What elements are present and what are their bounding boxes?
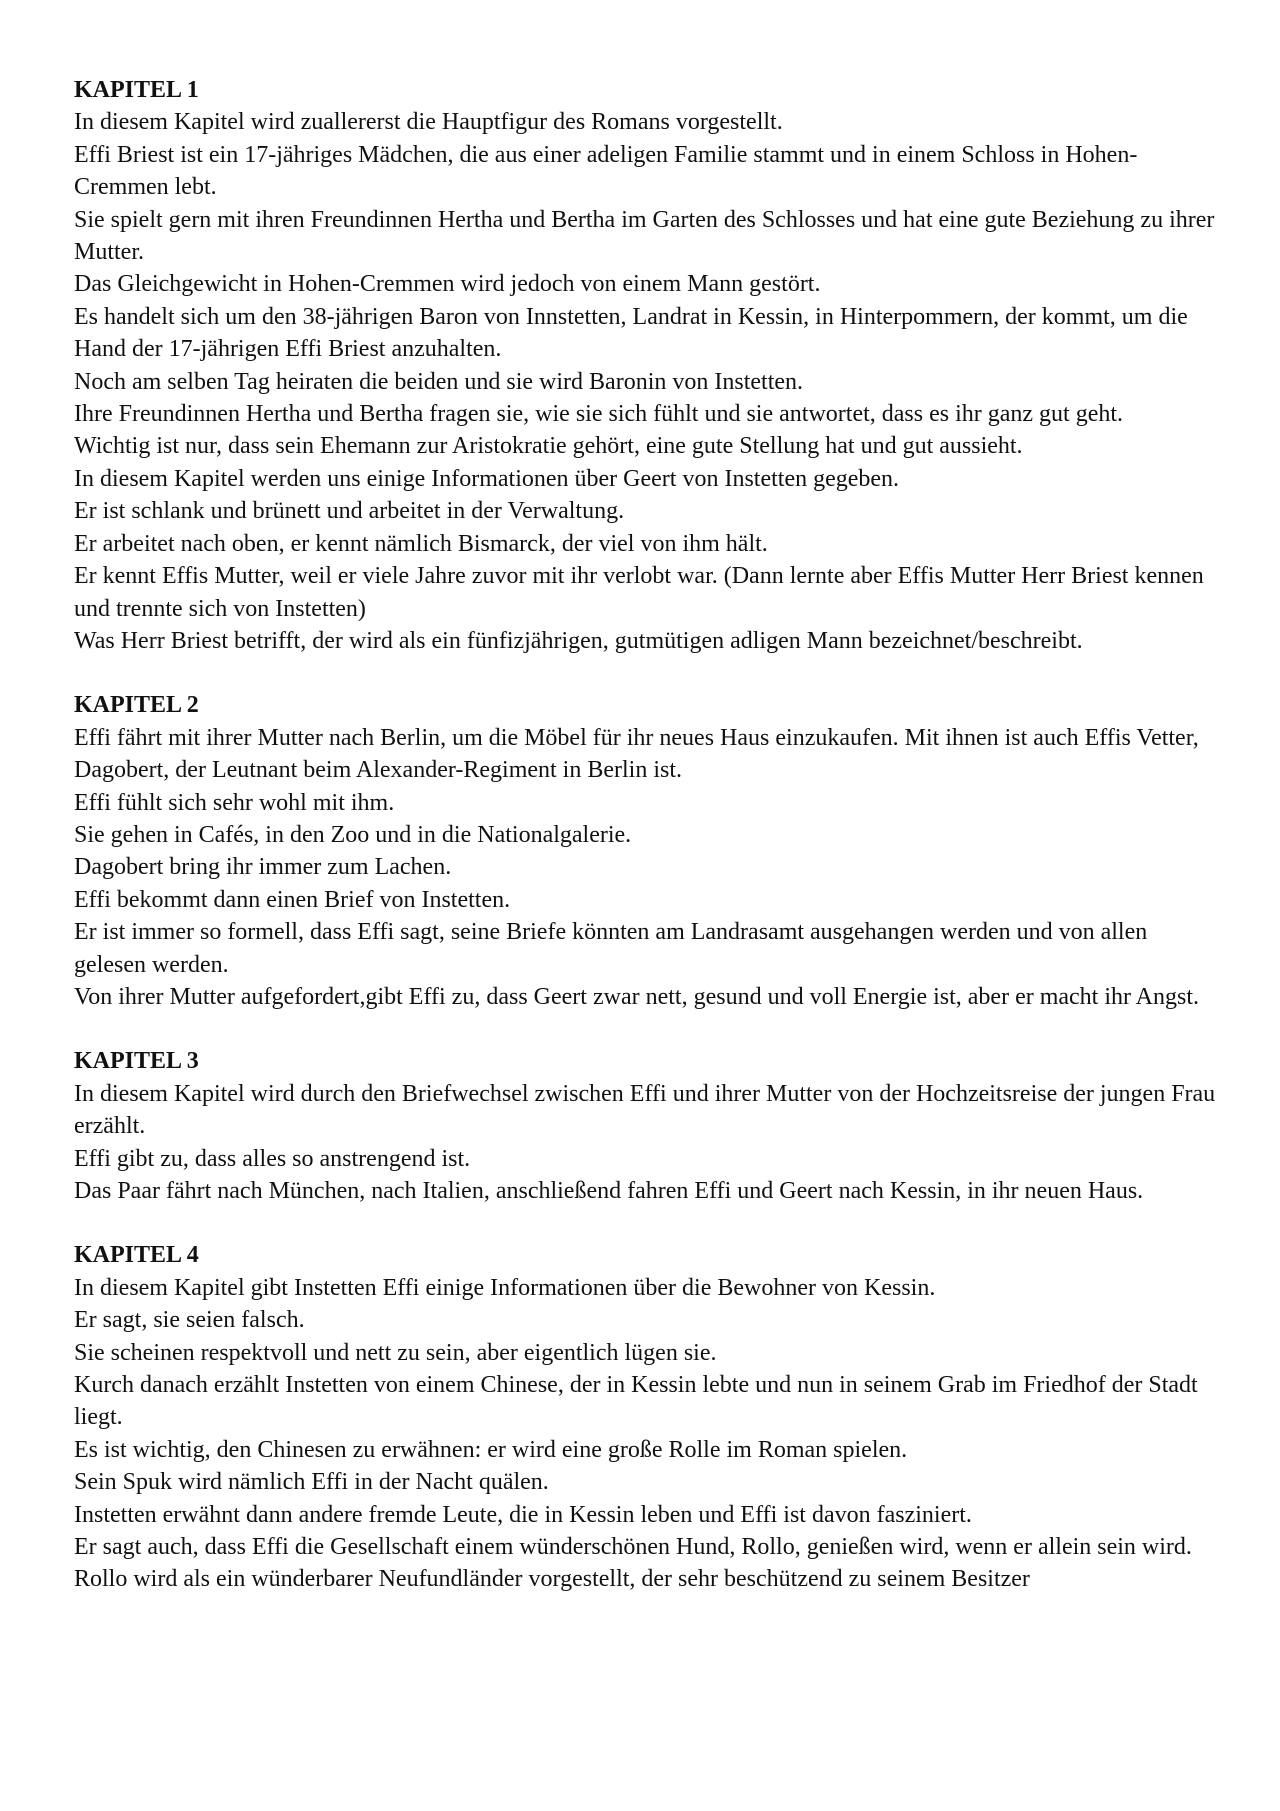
paragraph: Effi fährt mit ihrer Mutter nach Berlin, um die Möbel für ihr neues Haus einzukaufen. Mit ihnen ist auch Effis Vetter, Dagobert, der Leutnant beim Alexander-Regiment in Berlin ist.: [74, 724, 1199, 784]
paragraph: Instetten erwähnt dann andere fremde Leute, die in Kessin leben und Effi ist davon fasziniert.: [74, 1501, 972, 1528]
paragraph: In diesem Kapitel wird durch den Briefwechsel zwischen Effi und ihrer Mutter von der Hochzeitsreise der jungen Frau erzählt.: [74, 1080, 1216, 1140]
chapter-title: KAPITEL 4: [74, 1242, 199, 1269]
paragraph: Sie spielt gern mit ihren Freundinnen Hertha und Bertha im Garten des Schlosses und hat eine gute Beziehung zu ihrer Mutter.: [74, 206, 1215, 266]
paragraph: Effi Briest ist ein 17-jähriges Mädchen, die aus einer adeligen Familie stammt und in einem Schloss in Hohen-Cremmen lebt.: [74, 141, 1138, 201]
paragraph: Effi fühlt sich sehr wohl mit ihm.: [74, 789, 395, 816]
paragraph: In diesem Kapitel wird zuallererst die Hauptfigur des Romans vorgestellt.: [74, 109, 783, 136]
paragraph: Was Herr Briest betrifft, der wird als ein fünfizjährigen, gutmütigen adligen Mann bezeichnet/beschreibt.: [74, 627, 1083, 654]
chapter-title: KAPITEL 1: [74, 77, 199, 103]
paragraph: Er ist schlank und brünett und arbeitet in der Verwaltung.: [74, 498, 625, 525]
chapter-4: [74, 1239, 1224, 1595]
paragraph: Wichtig ist nur, dass sein Ehemann zur Aristokratie gehört, eine gute Stellung hat und gut aussieht.: [74, 433, 1023, 460]
chapter-title: KAPITEL 3: [74, 1048, 199, 1075]
chapter-1: [74, 74, 1224, 657]
paragraph: Kurch danach erzählt Instetten von einem Chinese, der in Kessin lebte und nun in seinem Grab im Friedhof der Stadt liegt.: [74, 1372, 1198, 1431]
chapter-3: [74, 1045, 1224, 1207]
paragraph: Er kennt Effis Mutter, weil er viele Jahre zuvor mit ihr verlobt war. (Dann lernte aber Effis Mutter Herr Briest kennen und trennte sich von Instetten): [74, 563, 1204, 622]
paragraph: Sie gehen in Cafés, in den Zoo und in die Nationalgalerie.: [74, 821, 632, 848]
paragraph: Das Paar fährt nach München, nach Italien, anschließend fahren Effi und Geert nach Kessin, in ihr neuen Haus.: [74, 1178, 1144, 1204]
paragraph: Noch am selben Tag heiraten die beiden und sie wird Baronin von Instetten.: [74, 368, 804, 395]
paragraph: Effi gibt zu, dass alles so anstrengend ist.: [74, 1145, 471, 1172]
paragraph: In diesem Kapitel werden uns einige Informationen über Geert von Instetten gegeben.: [74, 465, 900, 492]
paragraph: Sie scheinen respektvoll und nett zu sein, aber eigentlich lügen sie.: [74, 1339, 717, 1366]
paragraph: In diesem Kapitel gibt Instetten Effi einige Informationen über die Bewohner von Kessin.: [74, 1274, 936, 1301]
chapter-title: KAPITEL 2: [74, 692, 199, 719]
paragraph: Ihre Freundinnen Hertha und Bertha fragen sie, wie sie sich fühlt und sie antwortet, dass es ihr ganz gut geht.: [74, 401, 1124, 428]
paragraph: Es ist wichtig, den Chinesen zu erwähnen: er wird eine große Rolle im Roman spielen.: [74, 1436, 908, 1463]
paragraph: Effi bekommt dann einen Brief von Instetten.: [74, 886, 511, 913]
paragraph: Er arbeitet nach oben, er kennt nämlich Bismarck, der viel von ihm hält.: [74, 530, 768, 557]
paragraph: Es handelt sich um den 38-jährigen Baron von Innstetten, Landrat in Kessin, in Hinterpommern, der kommt, um die Hand der 17-jährigen Effi Briest anzuhalten.: [74, 303, 1188, 363]
paragraph: Dagobert bring ihr immer zum Lachen.: [74, 854, 452, 881]
paragraph: Das Gleichgewicht in Hohen-Cremmen wird jedoch von einem Mann gestört.: [74, 271, 821, 298]
chapter-2: [74, 689, 1224, 1013]
document-page: [74, 74, 1224, 1596]
paragraph: Rollo wird als ein wünderbarer Neufundländer vorgestellt, der sehr beschützend zu seinem Besitzer: [74, 1566, 1030, 1593]
paragraph: Er ist immer so formell, dass Effi sagt, seine Briefe könnten am Landrasamt ausgehangen werden und von allen gelesen werden.: [74, 919, 1148, 978]
paragraph: Er sagt, sie seien falsch.: [74, 1307, 305, 1334]
paragraph: Sein Spuk wird nämlich Effi in der Nacht quälen.: [74, 1469, 549, 1496]
paragraph: Er sagt auch, dass Effi die Gesellschaft einem wünderschönen Hund, Rollo, genießen wird, wenn er allein sein wird.: [74, 1534, 1192, 1561]
paragraph: Von ihrer Mutter aufgefordert,gibt Effi zu, dass Geert zwar nett, gesund und voll Energie ist, aber er macht ihr Angst.: [74, 983, 1200, 1010]
